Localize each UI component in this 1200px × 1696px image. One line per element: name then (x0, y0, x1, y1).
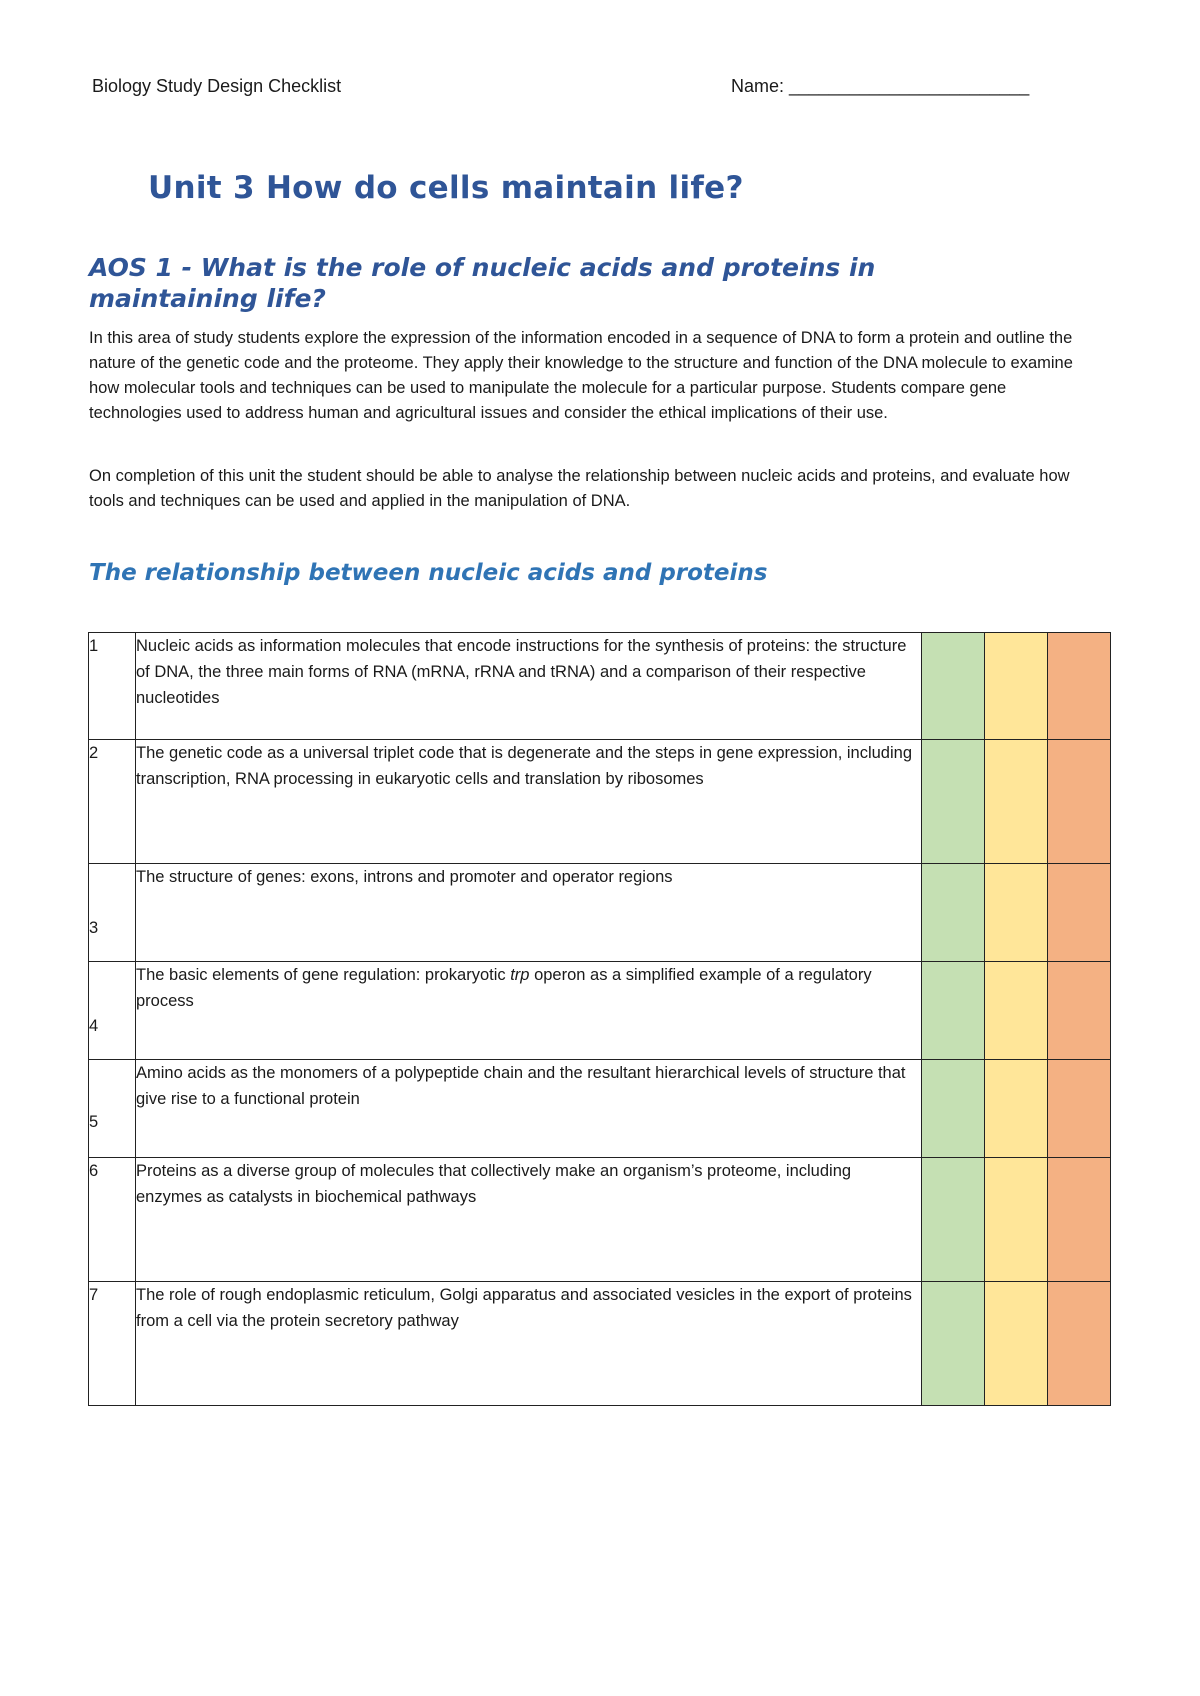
rating-orange-cell[interactable] (1048, 740, 1111, 864)
rating-green-cell[interactable] (922, 740, 985, 864)
rating-yellow-cell[interactable] (985, 962, 1048, 1060)
checklist-row (89, 1158, 1111, 1282)
rating-yellow-cell[interactable] (985, 1158, 1048, 1282)
checklist-row (89, 1060, 1111, 1158)
row-description: Proteins as a diverse group of molecules that collectively make an organism’s proteome, including enzymes as catalysts in biochemical pathways (136, 1158, 922, 1282)
aos-title: AOS 1 - What is the role of nucleic acids and proteins in maintaining life? (89, 253, 876, 313)
row-description: Nucleic acids as information molecules that encode instructions for the synthesis of proteins: the structure of DNA, the three main forms of RNA (mRNA, rRNA and tRNA) and a comparison of their respective nucleotides (136, 633, 922, 740)
checklist-table (88, 632, 1111, 1406)
document-title: Biology Study Design Checklist (92, 76, 342, 96)
row-description-text: The basic elements of gene regulation: prokaryotic (136, 966, 511, 984)
row-number: 4 (89, 962, 136, 1060)
intro-paragraph: In this area of study students explore the expression of the information encoded in a sequence of DNA to form a protein and outline the nature of the genetic code and the proteome. They apply their knowledge to the structure and function of the DNA molecule to examine how molecular tools and techniques can be used to manipulate the molecule for a particular purpose. Students compare gene technologies used to address human and agricultural issues and consider the ethical implications of their use. (89, 329, 1073, 422)
checklist-row (89, 633, 1111, 740)
checklist-row (89, 864, 1111, 962)
checklist-row (89, 1282, 1111, 1406)
row-number: 1 (89, 633, 136, 740)
rating-orange-cell[interactable] (1048, 1158, 1111, 1282)
rating-orange-cell[interactable] (1048, 1282, 1111, 1406)
row-number: 5 (89, 1060, 136, 1158)
rating-green-cell[interactable] (922, 633, 985, 740)
outcome-paragraph: On completion of this unit the student should be able to analyse the relationship between nucleic acids and proteins, and evaluate how tools and techniques can be used and applied in the manipulation of DNA. (89, 467, 1070, 510)
row-number: 6 (89, 1158, 136, 1282)
rating-green-cell[interactable] (922, 962, 985, 1060)
rating-green-cell[interactable] (922, 1158, 985, 1282)
row-description (136, 962, 922, 1060)
rating-yellow-cell[interactable] (985, 740, 1048, 864)
rating-green-cell[interactable] (922, 1060, 985, 1158)
rating-orange-cell[interactable] (1048, 864, 1111, 962)
row-number: 2 (89, 740, 136, 864)
rating-yellow-cell[interactable] (985, 633, 1048, 740)
checklist-row (89, 962, 1111, 1060)
unit-title: Unit 3 How do cells maintain life? (148, 170, 744, 206)
row-description-text: operon as a simplified example of a regulatory process (136, 966, 872, 1010)
rating-yellow-cell[interactable] (985, 1060, 1048, 1158)
rating-green-cell[interactable] (922, 864, 985, 962)
rating-orange-cell[interactable] (1048, 962, 1111, 1060)
row-description: The structure of genes: exons, introns and promoter and operator regions (136, 864, 922, 962)
row-description: Amino acids as the monomers of a polypeptide chain and the resultant hierarchical levels of structure that give rise to a functional protein (136, 1060, 922, 1158)
row-description: The role of rough endoplasmic reticulum, Golgi apparatus and associated vesicles in the export of proteins from a cell via the protein secretory pathway (136, 1282, 922, 1406)
rating-yellow-cell[interactable] (985, 1282, 1048, 1406)
rating-orange-cell[interactable] (1048, 1060, 1111, 1158)
row-description-italic: trp (510, 966, 530, 984)
row-description: The genetic code as a universal triplet code that is degenerate and the steps in gene expression, including transcription, RNA processing in eukaryotic cells and translation by ribosomes (136, 740, 922, 864)
row-number: 3 (89, 864, 136, 962)
rating-yellow-cell[interactable] (985, 864, 1048, 962)
rating-green-cell[interactable] (922, 1282, 985, 1406)
name-field-label: Name: ________________________ (731, 76, 1030, 96)
rating-orange-cell[interactable] (1048, 633, 1111, 740)
section-title: The relationship between nucleic acids and proteins (89, 560, 768, 586)
row-number: 7 (89, 1282, 136, 1406)
checklist-row (89, 740, 1111, 864)
